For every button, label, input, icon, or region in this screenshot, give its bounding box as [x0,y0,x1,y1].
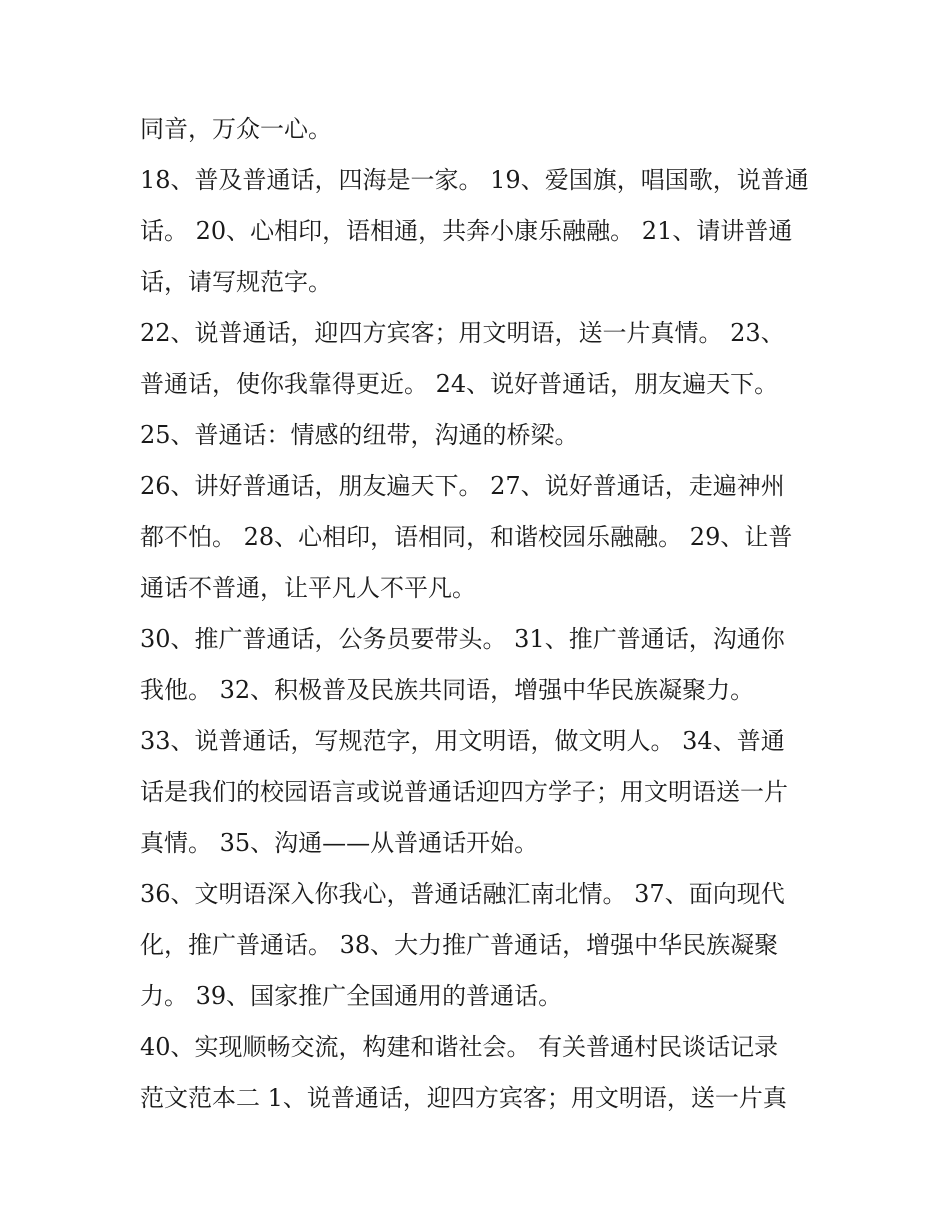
text-line-17: 化，推广普通话。 38、大力推广普通话，增强中华民族凝聚 [140,931,779,959]
text-line-19: 40、实现顺畅交流，构建和谐社会。 有关普通村民谈话记录 [140,1033,779,1061]
text-line-7: 25、普通话：情感的纽带，沟通的桥梁。 [140,421,579,449]
text-line-20: 范文范本二 1、说普通话，迎四方宾客；用文明语，送一片真 [140,1084,787,1112]
text-line-1: 同音，万众一心。 [140,115,332,143]
text-line-18: 力。 39、国家推广全国通用的普通话。 [140,982,563,1010]
text-line-10: 通话不普通，让平凡人不平凡。 [140,574,476,602]
text-line-2: 18、普及普通话，四海是一家。 19、爱国旗，唱国歌，说普通 [140,166,809,194]
text-line-16: 36、文明语深入你我心，普通话融汇南北情。 37、面向现代 [140,880,785,908]
text-line-14: 话是我们的校园语言或说普通话迎四方学子；用文明语送一片 [140,778,788,806]
text-line-12: 我他。 32、积极普及民族共同语，增强中华民族凝聚力。 [140,676,755,704]
text-line-15: 真情。 35、沟通——从普通话开始。 [140,829,539,857]
text-line-9: 都不怕。 28、心相印，语相同，和谐校园乐融融。 29、让普 [140,523,793,551]
text-line-11: 30、推广普通话，公务员要带头。 31、推广普通话，沟通你 [140,625,785,653]
text-line-8: 26、讲好普通话，朋友遍天下。 27、说好普通话，走遍神州 [140,472,785,500]
text-line-6: 普通话，使你我靠得更近。 24、说好普通话，朋友遍天下。 [140,370,779,398]
body-text [140,104,820,1124]
text-line-13: 33、说普通话，写规范字，用文明语，做文明人。 34、普通 [140,727,785,755]
text-line-4: 话，请写规范字。 [140,268,332,296]
text-line-5: 22、说普通话，迎四方宾客；用文明语，送一片真情。 23、 [140,319,785,347]
text-line-3: 话。 20、心相印，语相通，共奔小康乐融融。 21、请讲普通 [140,217,793,245]
